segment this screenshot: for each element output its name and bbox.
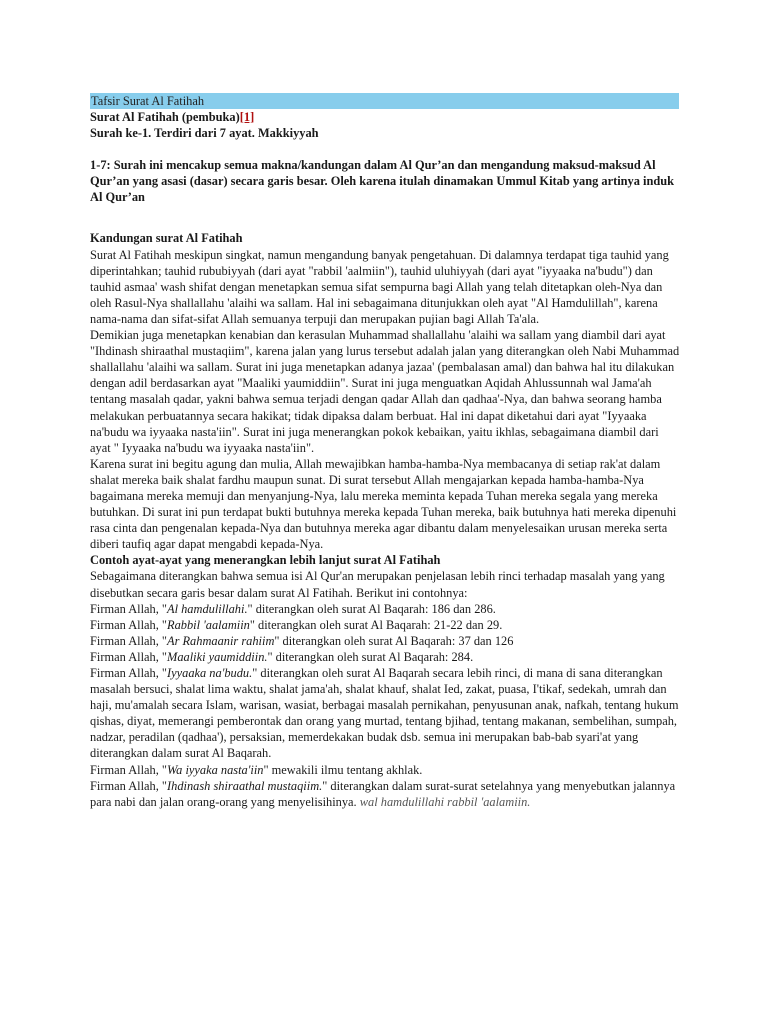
example-line: [90, 665, 680, 762]
example-line: [90, 649, 680, 665]
footnote-link[interactable]: [1]: [239, 110, 255, 124]
ayat-text: Al hamdulillahi.: [167, 601, 248, 616]
ayat-text: Ihdinash shiraathal mustaqiim.: [167, 778, 323, 793]
ayat-text: Iyyaaka na'budu.: [167, 666, 253, 680]
example-line: [90, 762, 680, 778]
document-title: Tafsir Surat Al Fatihah: [91, 94, 205, 108]
surah-name-text: Surat Al Fatihah (pembuka): [90, 110, 240, 124]
example-prefix: Firman Allah, ": [90, 633, 167, 648]
ayat-text: Ar Rahmaanir rahiim: [167, 633, 275, 648]
example-line: [90, 617, 680, 633]
example-prefix: Firman Allah, ": [90, 762, 167, 777]
example-prefix: Firman Allah, ": [90, 666, 167, 680]
document-body: [90, 93, 680, 810]
document-title-bar: [90, 93, 679, 109]
example-line: [90, 601, 680, 617]
ayat-text: Wa iyyaka nasta'iin: [167, 762, 264, 777]
example-suffix: " diterangkan oleh surat Al Baqarah: 21-22 dan 29.: [249, 617, 503, 632]
section-heading-contoh: Contoh ayat-ayat yang menerangkan lebih lanjut surat Al Fatihah: [90, 553, 441, 568]
spacer: [90, 141, 680, 157]
surah-summary: 1-7: Surah ini mencakup semua makna/kandungan dalam Al Qur’an dan mengandung maksud-maksud Al Qur’an yang asasi (dasar) secara garis besar. Oleh karena itulah dinamakan Ummul Kitab yang artinya induk Al Qur’an: [90, 158, 675, 205]
paragraph: Sebagaimana diterangkan bahwa semua isi Al Qur'an merupakan penjelasan lebih rinci terhadap masalah yang yang disebutkan secara garis besar dalam surat Al Fatihah. Berikut ini contohnya:: [90, 569, 665, 600]
ayat-text: Rabbil 'aalamiin: [167, 617, 250, 632]
ayat-text: Maaliki yaumiddiin.: [167, 649, 268, 664]
example-prefix: Firman Allah, ": [90, 617, 167, 632]
surah-name: [90, 109, 680, 125]
example-suffix: " diterangkan oleh surat Al Baqarah: 284.: [267, 649, 474, 664]
surah-info: Surah ke-1. Terdiri dari 7 ayat. Makkiyyah: [90, 126, 319, 141]
closing-phrase: wal hamdulillahi rabbil 'aalamiin.: [359, 794, 531, 809]
example-suffix: " diterangkan oleh surat Al Baqarah secara lebih rinci, di mana di sana diterangkan masalah bersuci, shalat lima waktu, shalat jama'ah, shalat khauf, shalat Ied, zakat, puasa, I'tikaf, sedekah, umrah dan haji, mu'amalah secara Islam, warisan, wasiat, berbagai masalah pernikahan, penyusunan anak, nafkah, tentang hukum qishas, diyat, memerangi pemberontak dan orang yang murtad, tentang bjihad, tentang makanan, sembelihan, sumpah, nadzar, peradilan (qadhaa'), persaksian, memerdekakan budak dsb. semua ini merupakan bab-bab syari'at yang diterangkan dalam surat Al Baqarah.: [90, 666, 679, 761]
paragraph: Demikian juga menetapkan kenabian dan kerasulan Muhammad shallallahu 'alaihi wa sallam yang diambil dari ayat "Ihdinash shiraathal mustaqiim", karena jalan yang lurus tersebut adalah jalan yang diterangkan oleh Nabi Muhammad shallallahu 'alaihi wa sallam. Surat ini juga menetapkan adanya jazaa' (pembalasan amal) dan bahwa hal itu dilakukan dengan adil berdasarkan ayat "Maaliki yaumiddiin". Surat ini juga menguatkan Aqidah Ahlussunnah wal Jama'ah tentang masalah qadar, yakni bahwa semua terjadi dengan qadar Allah dan qadhaa'-Nya, dan bahwa seorang hamba melakukan perbuatannya secara hakikat; tidak dipaksa dalam berbuat. Hal ini dapat diketahui dari ayat "Iyyaaka na'budu wa iyyaaka nasta'iin". Surat ini juga menerangkan pokok kebaikan, yaitu ikhlas, sebagaimana diambil dari ayat " Iyyaaka na'budu wa iyyaaka nasta'iin".: [90, 328, 680, 455]
example-suffix: " diterangkan oleh surat Al Baqarah: 186 dan 286.: [247, 601, 496, 616]
example-suffix: " diterangkan oleh surat Al Baqarah: 37 dan 126: [274, 633, 514, 648]
example-line: [90, 633, 680, 649]
example-suffix: " mewakili ilmu tentang akhlak.: [263, 762, 423, 777]
paragraph: Karena surat ini begitu agung dan mulia, Allah mewajibkan hamba-hamba-Nya membacanya di setiap rak'at dalam shalat mereka baik shalat fardhu maupun sunat. Di surat tersebut Allah mengajarkan kepada hamba-hamba-Nya bagaimana mereka memuji dan menyanjung-Nya, lalu mereka meminta kepada Tuhan mereka segala yang mereka butuhkan. Di surat ini pun terdapat bukti butuhnya mereka kepada Tuhan mereka, baik butuhnya hati mereka dipenuhi rasa cinta dan pengenalan kepada-Nya dan butuhnya mereka agar dibantu dalam menyelesaikan urusan mereka serta diberi taufiq agar dapat mengabdi kepada-Nya.: [90, 456, 677, 552]
example-prefix: Firman Allah, ": [90, 601, 167, 616]
section-heading-kandungan: Kandungan surat Al Fatihah: [90, 231, 243, 246]
paragraph: Surat Al Fatihah meskipun singkat, namun mengandung banyak pengetahuan. Di dalamnya terdapat tiga tauhid yang diperintahkan; tauhid rububiyyah (dari ayat "rabbil 'aalmiin"), tauhid uluhiyyah (dari ayat "iyyaaka na'budu") dan tauhid asmaa' wash shifat dengan menetapkan semua sifat sempurna bagi Allah yang telah ditetapkan oleh-Nya dan oleh Rasul-Nya shallallahu 'alaihi wa sallam. Hal ini sebagaimana ditunjukkan oleh ayat "Al Hamdulillah", karena nama-nama dan sifat-sifat Allah semuanya terpuji dan merupakan pujian bagi Allah Ta'ala.: [90, 247, 669, 326]
example-suffix: " diterangkan dalam surat-surat setelahnya yang menyebutkan jalannya para nabi dan jalan orang-orang yang menyelisihinya.: [90, 778, 676, 809]
example-prefix: Firman Allah, ": [90, 778, 167, 793]
example-line: [90, 778, 680, 810]
example-prefix: Firman Allah, ": [90, 649, 167, 664]
spacer: [90, 205, 680, 230]
